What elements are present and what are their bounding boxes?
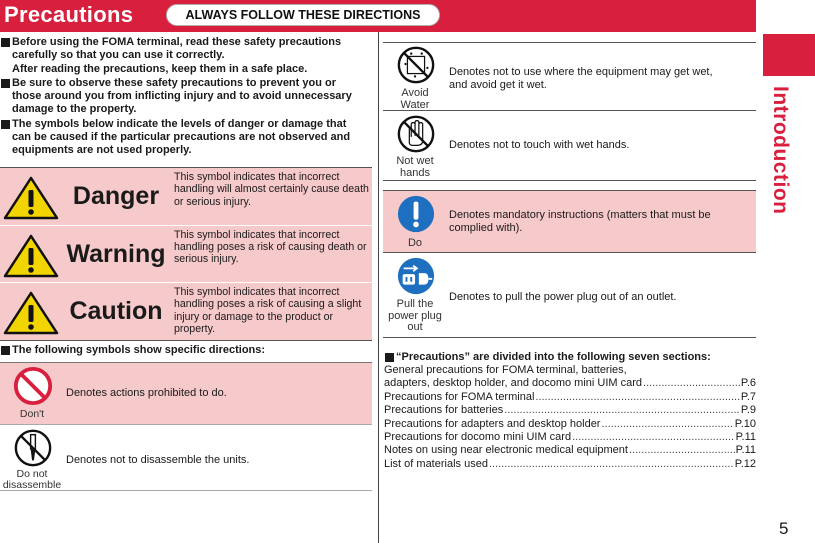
para-line: damage to the property. [12,103,137,116]
symbol-description: Denotes actions prohibited to do. [66,387,227,399]
caption-line: Not wet [396,155,434,167]
symbol-description [449,291,749,304]
para-line: The symbols below indicate the levels of danger or damage that [12,117,347,130]
section-label: Introduction [769,86,792,215]
sections-heading-text: “Precautions” are divided into the following seven sections: [396,351,711,363]
sections-list [384,351,756,471]
toc-title: Precautions for adapters and desktop holder [384,417,601,430]
left-symbol-table [0,362,372,491]
level-word: Danger [72,182,160,210]
symbol-caption [0,469,64,491]
symbol-row-avoid-water [383,43,756,111]
warning-triangle-icon [3,291,59,335]
symbol-caption: Don't [19,408,45,420]
bullet-square-icon [1,79,10,88]
caption-line: Avoid [401,87,429,99]
bullet-square-icon [385,353,394,362]
para-line: can be caused if the particular precautions are not observed and [12,131,351,144]
symbol-caption [383,88,447,111]
warning-triangle-icon [3,234,59,278]
bullet-square-icon [1,120,10,129]
intro-paragraph [0,118,372,158]
toc-item[interactable] [384,444,756,457]
sections-heading [384,351,756,363]
caption-line: hands [400,166,430,179]
prohibited-icon [13,366,53,406]
toc-item[interactable] [384,377,756,390]
toc-page: P.6 [740,377,756,390]
toc-leader [535,391,740,404]
toc-leader [572,431,735,444]
level-word: Warning [66,239,166,268]
header-bar [0,0,756,32]
toc-title: Notes on using near electronic medical equipment [384,444,628,457]
toc-leader [629,444,735,457]
level-row-warning [0,226,372,284]
symbols-heading [0,344,265,356]
caption-line: Water [400,98,430,111]
toc-page: P.11 [735,444,756,457]
symbol-caption [383,156,447,179]
toc-page: P.7 [740,390,756,403]
para-line: Before using the FOMA terminal, read these safety precautions [12,36,342,48]
section-tab [763,34,815,76]
no-disassemble-icon [13,428,53,468]
level-row-danger [0,168,372,226]
symbol-description: Denotes not to disassemble the units. [66,454,250,466]
symbols-heading-text: The following symbols show specific directions: [12,344,266,356]
text-line: Denotes mandatory instructions (matters that must be [449,209,711,221]
text-line: Denotes not to touch with wet hands. [449,139,630,151]
left-column [0,36,372,159]
intro-paragraph [0,77,372,117]
intro-paragraph [0,36,372,76]
symbol-row-pull-plug [383,253,756,338]
toc-item[interactable] [384,431,756,444]
symbol-caption [383,238,447,250]
column-divider [378,32,379,543]
toc-title: General precautions for FOMA terminal, batteries, [384,364,627,376]
toc-leader [601,418,733,431]
symbol-description [449,209,749,235]
symbol-row-disassemble [0,425,372,491]
mandatory-icon [396,194,436,234]
level-description: This symbol indicates that incorrect handling poses a risk of causing death or serious injury. [174,228,367,266]
bullet-square-icon [1,346,10,355]
symbol-row-wet-hands [383,111,756,181]
text-line: and avoid get it wet. [449,79,547,91]
toc-title: Precautions for docomo mini UIM card [384,431,572,444]
toc-leader [504,404,740,417]
toc-title: adapters, desktop holder, and docomo mini UIM card [384,377,643,390]
symbol-description [449,139,749,152]
page-title: Precautions [4,2,134,27]
pull-plug-icon [396,256,436,296]
toc-page: P.12 [734,457,756,470]
level-word: Caution [69,297,163,325]
toc-title: Precautions for batteries [384,404,504,417]
table-gap [383,181,756,191]
text-line: complied with). [449,222,523,234]
toc-title: List of materials used [384,457,488,470]
warning-triangle-icon [3,176,59,220]
toc-page: P.10 [734,417,756,430]
page-number: 5 [779,519,789,538]
toc-title: Precautions for FOMA terminal [384,390,535,403]
toc-intro-line [384,364,756,377]
symbol-description [449,66,749,92]
caption-line: power plug [388,309,442,322]
symbol-row-do [383,191,756,253]
para-line: After reading the precautions, keep them in a safe place. [12,62,308,75]
text-line: Denotes to pull the power plug out of an outlet. [449,291,677,303]
directions-badge: ALWAYS FOLLOW THESE DIRECTIONS [166,4,440,26]
text-line: Denotes not to use where the equipment may get wet, [449,66,713,78]
caption-line: Do [407,237,423,249]
caption-line: Do not [16,468,48,480]
para-line: those around you from inflicting injury and to avoid unnecessary [12,90,352,103]
symbol-row-dont [0,363,372,425]
para-line: carefully so that you can use it correctly. [12,49,225,62]
toc-leader [489,458,734,471]
caption-line: disassemble [2,479,62,491]
level-description: This symbol indicates that incorrect handling will almost certainly cause death or serious injury. [174,171,369,208]
toc-item[interactable] [384,458,756,471]
right-symbol-table [383,42,756,338]
level-row-caution [0,283,372,341]
caption-line: Pull the [396,298,434,310]
caption-line: out [407,321,423,333]
toc-item[interactable] [384,404,756,417]
toc-item[interactable] [384,418,756,431]
bullet-square-icon [1,38,10,47]
para-line: Be sure to observe these safety precautions to prevent you or [12,76,336,89]
avoid-water-icon [396,45,436,85]
symbol-caption [383,299,447,334]
no-wet-hands-icon [396,114,436,154]
toc-page: P.11 [735,431,756,444]
para-line: equipments are not used properly. [12,144,192,157]
danger-level-table [0,167,372,341]
toc-leader [643,377,740,390]
toc-page: P.9 [740,404,756,417]
toc-item[interactable] [384,391,756,404]
level-description: This symbol indicates that incorrect handling poses a risk of causing a slight injury or damage to the product or property. [174,286,362,336]
